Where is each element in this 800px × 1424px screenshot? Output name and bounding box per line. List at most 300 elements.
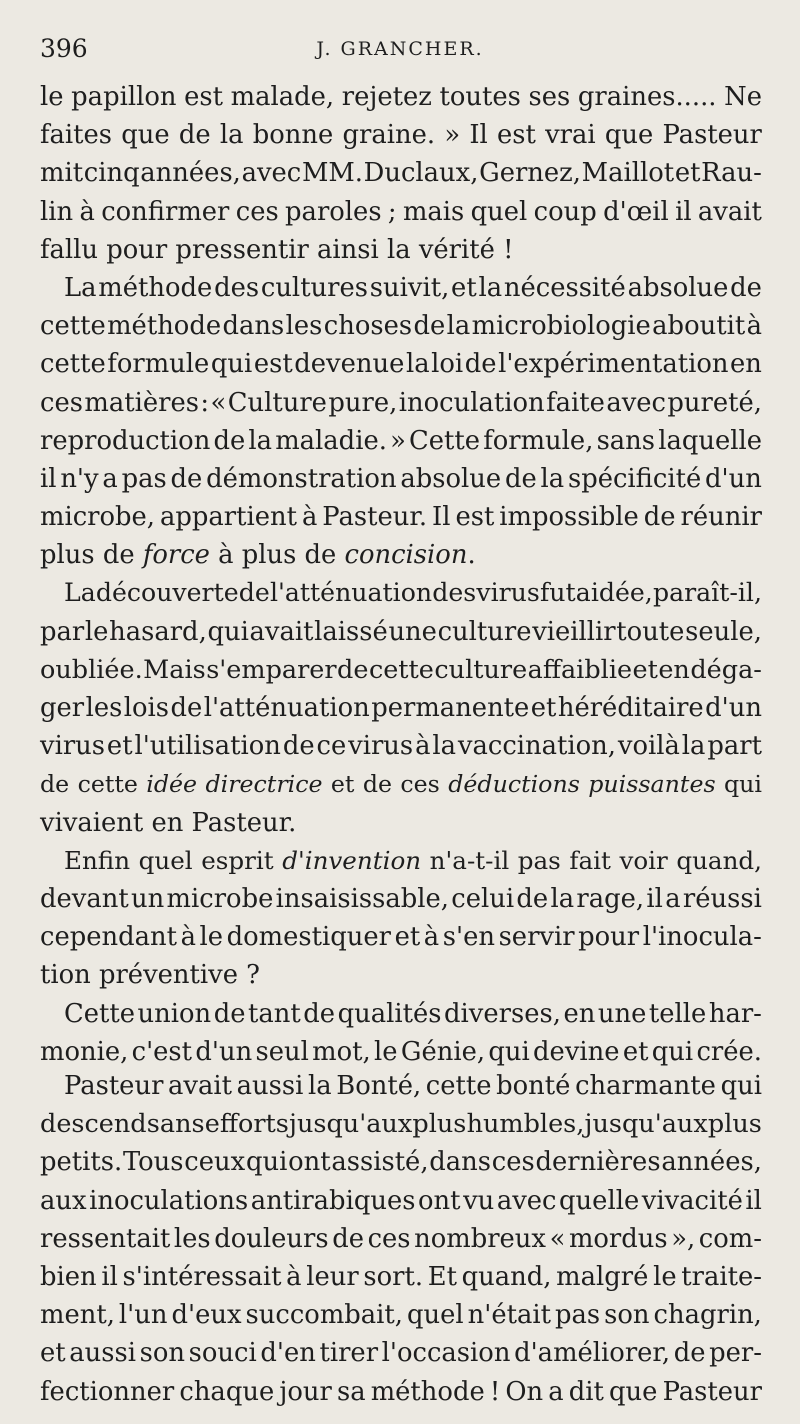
word: que <box>609 1376 658 1407</box>
italic-term: idée directrice <box>146 770 323 799</box>
word: une <box>597 998 647 1029</box>
word: virus <box>40 731 106 762</box>
word: absolue <box>627 272 729 303</box>
word: dans <box>429 1147 492 1178</box>
word: le <box>199 922 224 953</box>
word: affaiblie <box>527 654 633 685</box>
word: la <box>681 731 706 762</box>
word: de <box>730 272 762 303</box>
word: douleurs <box>214 1223 329 1254</box>
word: nombreux <box>414 1223 546 1254</box>
word: sans <box>596 425 656 456</box>
word: quelle <box>559 1185 640 1216</box>
word: monie, <box>40 1036 129 1067</box>
text-run: Enfin quel esprit <box>64 845 283 875</box>
word: que <box>604 120 654 151</box>
word: ; <box>387 196 397 227</box>
word: c'est <box>131 1036 193 1067</box>
text-line <box>40 460 762 498</box>
word: de <box>303 998 336 1029</box>
word: l'atténuation <box>269 578 433 608</box>
word: son <box>139 1338 186 1369</box>
word: Pasteur <box>662 1376 762 1407</box>
text-line <box>40 422 762 460</box>
word: avec <box>606 387 666 418</box>
word: tant <box>248 998 301 1029</box>
word: souci <box>188 1338 257 1369</box>
word: appartient <box>159 502 297 533</box>
word: que <box>121 120 170 151</box>
word: dit <box>568 1376 604 1407</box>
text-line <box>40 1373 762 1411</box>
word: de <box>170 463 203 494</box>
word: il <box>646 883 663 914</box>
word: il <box>40 463 57 494</box>
word: part <box>707 731 762 762</box>
word: On <box>505 1376 544 1407</box>
text-line <box>40 880 762 918</box>
word: Pasteur <box>662 120 762 151</box>
word: ses <box>528 82 571 112</box>
word: vu <box>463 1185 495 1216</box>
word: d'un <box>195 1036 253 1067</box>
text-line <box>40 154 762 192</box>
word: » <box>444 120 461 151</box>
word: et <box>40 1338 66 1369</box>
word: matières <box>84 387 199 418</box>
word: plus <box>412 1109 467 1140</box>
word: le <box>84 616 109 647</box>
word: qui <box>651 1036 694 1067</box>
word: devine <box>533 1036 620 1067</box>
word: hasard, <box>109 616 207 647</box>
word: Gernez, <box>479 158 581 189</box>
word: qui <box>245 1147 288 1178</box>
word: la <box>432 731 457 762</box>
page-header <box>40 30 760 70</box>
word: seule, <box>685 616 762 647</box>
text-line <box>40 1067 762 1105</box>
word: est <box>497 120 536 151</box>
word: à <box>415 731 431 762</box>
word: jour <box>279 1376 332 1407</box>
word: par <box>40 616 85 647</box>
word: s'intéressait <box>122 1261 282 1292</box>
word: confirmer <box>101 196 230 227</box>
text-line <box>40 307 762 345</box>
word: avec <box>496 1185 557 1216</box>
word: mot, <box>312 1036 371 1067</box>
word: et <box>530 693 557 723</box>
word: ces <box>491 1147 535 1178</box>
word: vrai <box>545 120 596 151</box>
word: aussi <box>236 1071 304 1101</box>
word: a <box>102 463 118 494</box>
text-line <box>40 78 762 116</box>
word: suivit, <box>369 272 450 303</box>
word: ont <box>288 1147 331 1178</box>
text-line <box>40 498 762 536</box>
word: sort. <box>363 1261 424 1292</box>
word: il <box>101 1261 118 1292</box>
text-run: n'a-t-il pas fait voir quand, <box>421 845 762 875</box>
word: est <box>184 82 223 112</box>
word: la <box>550 883 575 914</box>
text-line: fallu pour pressentir ainsi la vérité ! <box>40 234 514 265</box>
word: quand, <box>461 1261 552 1292</box>
word: diverses, <box>444 998 561 1029</box>
word: vivacité <box>641 1185 743 1216</box>
word: de <box>464 349 497 380</box>
text-line <box>40 345 762 383</box>
word: l'occasion <box>381 1338 511 1369</box>
text-line <box>40 651 762 689</box>
text-run: plus de <box>40 540 143 571</box>
word: malade, <box>230 82 335 112</box>
word: spécificité <box>567 463 702 494</box>
word: son <box>604 1300 650 1331</box>
word: faites <box>40 120 113 151</box>
word: ! <box>489 1376 501 1407</box>
text-line: tion préventive ? <box>40 960 261 991</box>
word: cette <box>40 311 106 342</box>
word: de <box>213 998 246 1029</box>
word: oubliée. <box>40 654 143 685</box>
word: vaccination, <box>457 731 616 762</box>
word: est <box>455 502 495 533</box>
word: permanente <box>371 693 530 723</box>
word: cette <box>368 654 434 685</box>
word: à <box>423 922 440 953</box>
text-line <box>40 384 762 422</box>
word: microbe <box>166 883 274 914</box>
word: pure, <box>328 387 398 418</box>
word: les <box>173 1223 211 1254</box>
word: de <box>282 731 315 762</box>
word: d'en <box>260 1338 316 1369</box>
word: malgré <box>556 1261 649 1292</box>
word: cette <box>40 349 106 380</box>
text-line <box>40 918 762 956</box>
word: coup <box>533 196 597 227</box>
word: com- <box>698 1223 762 1254</box>
word: qualités <box>337 998 442 1029</box>
word: en <box>730 349 762 380</box>
word: union <box>137 998 212 1029</box>
word: d'améliorer, <box>514 1338 671 1369</box>
word: réunir <box>680 502 762 533</box>
word: rage, <box>576 883 645 914</box>
word: à <box>79 196 95 227</box>
word: cultures <box>260 272 369 303</box>
word: de <box>413 311 446 342</box>
word: aboutit <box>652 311 746 342</box>
word: des <box>214 272 260 303</box>
word: de <box>673 1338 706 1369</box>
word: Ne <box>724 82 762 112</box>
word: la <box>248 425 273 456</box>
word: laquelle <box>658 425 762 456</box>
word: Génie, <box>400 1036 486 1067</box>
word: mit <box>40 158 84 189</box>
text-line <box>40 536 762 574</box>
word: qui <box>720 1071 762 1101</box>
word: et <box>622 1036 649 1067</box>
word: descend <box>40 1109 147 1140</box>
word: avait <box>168 1071 232 1101</box>
word: Mais <box>143 654 206 685</box>
word: aussi <box>69 1338 136 1369</box>
word: Il <box>432 502 451 533</box>
word: de <box>238 578 270 608</box>
word: Pasteur <box>64 1071 164 1101</box>
word: crée. <box>696 1036 762 1067</box>
text-block-lower <box>40 1067 762 1411</box>
word: chaque <box>179 1376 275 1407</box>
word: La <box>64 578 96 608</box>
word: qui <box>488 1036 530 1067</box>
word: tirer <box>319 1338 379 1369</box>
word: quel <box>407 1300 464 1331</box>
word: antirabiques <box>250 1185 416 1216</box>
text-line <box>40 193 762 231</box>
word: cependant <box>40 922 177 953</box>
word: de <box>516 883 549 914</box>
word: ressentait <box>40 1223 171 1254</box>
word: virus <box>476 578 540 608</box>
word: n'y <box>60 463 99 494</box>
word: et <box>451 272 477 303</box>
word: la <box>405 349 430 380</box>
word: déga- <box>690 654 762 685</box>
word: graines..... <box>577 82 717 112</box>
word: Duclaux, <box>363 158 479 189</box>
word: en <box>563 998 596 1029</box>
word: Cette <box>409 425 481 456</box>
running-title: J. GRANCHER. <box>316 38 484 60</box>
word: méthode <box>107 311 222 342</box>
word: reproduction <box>40 425 211 456</box>
text-line <box>40 689 762 727</box>
word: devant <box>40 883 129 914</box>
word: à <box>301 502 318 533</box>
word: bonté <box>496 1071 571 1101</box>
word: avait <box>697 196 762 227</box>
word: aidée, <box>575 578 653 608</box>
word: nécessité <box>503 272 626 303</box>
text-line <box>40 727 762 765</box>
word: celui <box>451 883 515 914</box>
word: culture <box>437 616 532 647</box>
text-line <box>40 1296 762 1334</box>
word: insaisissable, <box>275 883 449 914</box>
word: ger <box>40 693 85 723</box>
text-run: à plus de <box>209 540 345 571</box>
word: il <box>745 1185 762 1216</box>
word: de <box>332 1223 364 1254</box>
word: : <box>200 387 210 418</box>
text-line <box>40 269 762 307</box>
word: la <box>307 1071 332 1101</box>
word: mordus <box>568 1223 668 1254</box>
word: à <box>286 1261 302 1292</box>
word: la <box>540 463 565 494</box>
word: l'atténuation <box>203 693 370 723</box>
word: les <box>285 311 323 342</box>
word: maladie. <box>275 425 387 456</box>
text-run: qui <box>715 770 763 799</box>
word: de <box>178 120 211 151</box>
word: la <box>446 311 471 342</box>
text-line <box>40 1143 762 1181</box>
word: har- <box>708 998 762 1029</box>
word: qui <box>210 349 253 380</box>
word: impossible <box>499 502 639 533</box>
text-line <box>40 1105 762 1143</box>
word: charmante <box>575 1071 716 1101</box>
word: d'un <box>705 463 762 494</box>
text-block-upper <box>40 78 762 1071</box>
word: toute <box>616 616 685 647</box>
word: d'eux <box>171 1300 242 1331</box>
word: sans <box>146 1109 205 1140</box>
word: chagrin, <box>653 1300 762 1331</box>
word: » <box>390 425 406 456</box>
text-line <box>40 1220 762 1258</box>
word: Cette <box>64 998 136 1029</box>
word: jusqu'aux <box>584 1109 708 1140</box>
word: Culture <box>227 387 327 418</box>
word: à <box>180 922 196 953</box>
word: méthode <box>370 1376 485 1407</box>
text-run: de cette <box>40 770 147 799</box>
text-line <box>40 574 762 612</box>
word: MM. <box>301 158 363 189</box>
word: papillon <box>71 82 177 112</box>
word: loi <box>431 349 464 380</box>
word: La <box>64 272 97 303</box>
word: virus <box>348 731 414 762</box>
text-line <box>40 995 762 1033</box>
word: culture <box>434 654 528 685</box>
word: vieillir <box>532 616 616 647</box>
text-line <box>40 613 762 651</box>
word: à <box>746 311 762 342</box>
word: en <box>658 654 690 685</box>
text-line <box>40 116 762 154</box>
word: dans <box>222 311 285 342</box>
word: de <box>213 425 246 456</box>
word: s'en <box>442 922 495 953</box>
word: formule <box>107 349 210 380</box>
word: avait <box>249 616 314 647</box>
word: s'emparer <box>206 654 337 685</box>
word: l'un <box>118 1300 168 1331</box>
italic-term: déductions puissantes <box>448 770 716 799</box>
word: Pasteur. <box>322 502 428 533</box>
word: Tous <box>122 1147 184 1178</box>
word: paroles <box>285 196 382 227</box>
word: années, <box>140 158 241 189</box>
word: plus <box>707 1109 762 1140</box>
word: devenue <box>294 349 405 380</box>
word: humbles, <box>466 1109 585 1140</box>
word: Il <box>469 120 488 151</box>
word: est <box>253 349 293 380</box>
text-line <box>40 765 762 803</box>
word: lin <box>40 196 74 227</box>
word: microbiologie <box>471 311 651 342</box>
word: ment, <box>40 1300 115 1331</box>
word: paraît-il, <box>652 578 762 608</box>
word: une <box>388 616 437 647</box>
word: « <box>549 1223 566 1254</box>
text-line <box>40 1033 762 1071</box>
word: rejetez <box>341 82 432 112</box>
word: héréditaire <box>557 693 704 723</box>
word: d'œil <box>603 196 669 227</box>
word: réussi <box>682 883 762 914</box>
word: leur <box>306 1261 359 1292</box>
text-run: . <box>467 540 476 571</box>
word: bonne <box>252 120 334 151</box>
word: assisté, <box>331 1147 429 1178</box>
word: servir <box>498 922 575 953</box>
word: absolue <box>400 463 502 494</box>
word: a <box>665 883 681 914</box>
word: efforts <box>204 1109 289 1140</box>
word: ces <box>235 196 279 227</box>
italic-term: concision <box>344 540 468 571</box>
word: et <box>106 731 133 762</box>
word: sa <box>336 1376 366 1407</box>
word: de <box>504 463 537 494</box>
word: ces <box>367 1223 411 1254</box>
word: Et <box>427 1261 457 1292</box>
word: domestiquer <box>226 922 391 953</box>
word: cinq <box>83 158 140 189</box>
word: jusqu'aux <box>289 1109 413 1140</box>
word: traite- <box>681 1261 762 1292</box>
word: et <box>632 654 658 685</box>
word: aux <box>40 1185 87 1216</box>
italic-term: force <box>142 540 210 571</box>
word: ont <box>418 1185 461 1216</box>
word: fut <box>539 578 576 608</box>
word: l'expérimentation <box>498 349 729 380</box>
word: pas <box>555 1300 601 1331</box>
word: choses <box>323 311 413 342</box>
word: faite <box>546 387 605 418</box>
word: toutes <box>439 82 521 112</box>
text-line: vivaient en Pasteur. <box>40 807 297 838</box>
word: dernières <box>535 1147 661 1178</box>
word: », <box>671 1223 696 1254</box>
word: de <box>337 654 369 685</box>
word: un <box>131 883 165 914</box>
word: a <box>548 1376 564 1407</box>
word: Maillot <box>581 158 675 189</box>
word: de <box>643 502 676 533</box>
word: le <box>40 82 64 112</box>
word: l'inocula- <box>642 922 762 953</box>
word: la <box>478 272 503 303</box>
word: Rau- <box>701 158 762 189</box>
word: microbe, <box>40 502 156 533</box>
word: petits. <box>40 1147 123 1178</box>
word: succombait, <box>245 1300 403 1331</box>
word: et <box>674 158 701 189</box>
